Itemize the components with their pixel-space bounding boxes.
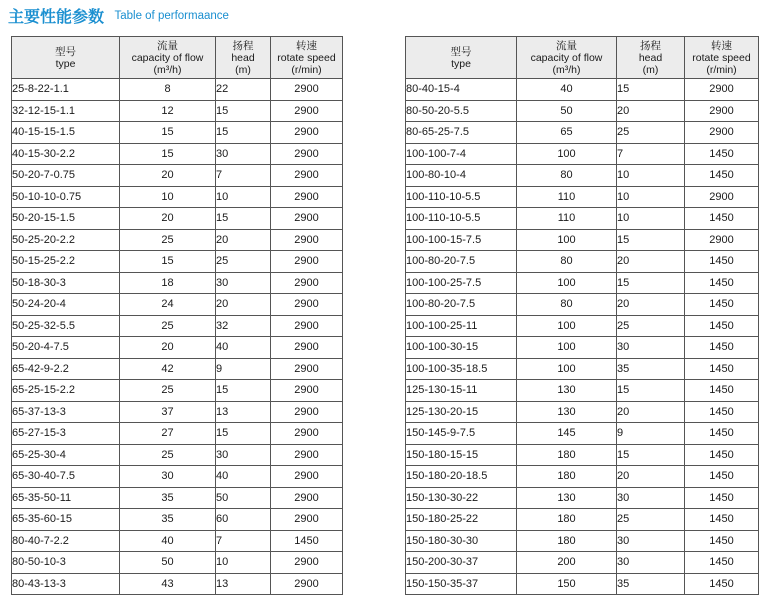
cell-flow: 15 xyxy=(120,122,216,144)
table-row xyxy=(12,358,343,380)
table-body-right xyxy=(406,79,759,595)
cell-flow: 180 xyxy=(517,530,617,552)
cell-flow: 130 xyxy=(517,380,617,402)
cell-speed: 1450 xyxy=(685,143,759,165)
cell-speed: 1450 xyxy=(685,552,759,574)
cell-speed: 1450 xyxy=(685,294,759,316)
table-row xyxy=(406,208,759,230)
cell-speed: 2900 xyxy=(271,272,343,294)
header-row xyxy=(12,37,343,79)
cell-flow: 100 xyxy=(517,358,617,380)
header-speed: 转速 rotate speed (r/min) xyxy=(271,37,343,79)
cell-type: 100-100-35-18.5 xyxy=(406,358,517,380)
cell-speed: 1450 xyxy=(685,272,759,294)
cell-head: 30 xyxy=(216,272,271,294)
cell-type: 50-18-30-3 xyxy=(12,272,120,294)
cell-flow: 100 xyxy=(517,143,617,165)
cell-speed: 1450 xyxy=(685,530,759,552)
cell-type: 65-35-50-11 xyxy=(12,487,120,509)
header-speed: 转速 rotate speed (r/min) xyxy=(685,37,759,79)
cell-head: 13 xyxy=(216,401,271,423)
cell-speed: 2900 xyxy=(271,552,343,574)
cell-flow: 100 xyxy=(517,229,617,251)
cell-head: 15 xyxy=(216,208,271,230)
cell-speed: 2900 xyxy=(271,165,343,187)
table-row xyxy=(406,315,759,337)
table-row xyxy=(12,208,343,230)
cell-flow: 80 xyxy=(517,251,617,273)
header-flow: 流量 capacity of flow (m³/h) xyxy=(517,37,617,79)
cell-head: 13 xyxy=(216,573,271,595)
table-row xyxy=(406,122,759,144)
cell-type: 150-180-20-18.5 xyxy=(406,466,517,488)
cell-flow: 110 xyxy=(517,186,617,208)
cell-flow: 25 xyxy=(120,444,216,466)
table-row xyxy=(12,315,343,337)
cell-speed: 2900 xyxy=(271,401,343,423)
cell-flow: 80 xyxy=(517,165,617,187)
table-row xyxy=(12,509,343,531)
cell-speed: 1450 xyxy=(685,251,759,273)
cell-flow: 50 xyxy=(517,100,617,122)
cell-speed: 2900 xyxy=(271,358,343,380)
cell-type: 100-80-10-4 xyxy=(406,165,517,187)
cell-head: 30 xyxy=(216,444,271,466)
cell-speed: 1450 xyxy=(685,573,759,595)
cell-speed: 2900 xyxy=(271,337,343,359)
table-row xyxy=(406,358,759,380)
cell-head: 20 xyxy=(617,100,685,122)
cell-speed: 1450 xyxy=(685,487,759,509)
header-flow: 流量 capacity of flow (m³/h) xyxy=(120,37,216,79)
header-type: 型号 type xyxy=(12,37,120,79)
cell-head: 15 xyxy=(617,380,685,402)
cell-speed: 2900 xyxy=(271,251,343,273)
header-head: 扬程 head (m) xyxy=(216,37,271,79)
cell-head: 15 xyxy=(617,272,685,294)
cell-flow: 20 xyxy=(120,208,216,230)
cell-flow: 37 xyxy=(120,401,216,423)
cell-type: 100-100-7-4 xyxy=(406,143,517,165)
cell-speed: 2900 xyxy=(271,466,343,488)
cell-type: 65-35-60-15 xyxy=(12,509,120,531)
cell-type: 40-15-30-2.2 xyxy=(12,143,120,165)
cell-head: 7 xyxy=(216,165,271,187)
cell-type: 150-180-25-22 xyxy=(406,509,517,531)
cell-head: 32 xyxy=(216,315,271,337)
cell-type: 100-100-15-7.5 xyxy=(406,229,517,251)
cell-head: 20 xyxy=(216,229,271,251)
cell-type: 150-145-9-7.5 xyxy=(406,423,517,445)
cell-flow: 18 xyxy=(120,272,216,294)
cell-speed: 2900 xyxy=(685,122,759,144)
cell-flow: 27 xyxy=(120,423,216,445)
cell-type: 100-110-10-5.5 xyxy=(406,186,517,208)
cell-speed: 2900 xyxy=(685,229,759,251)
cell-type: 80-43-13-3 xyxy=(12,573,120,595)
cell-speed: 2900 xyxy=(271,208,343,230)
table-row xyxy=(406,165,759,187)
table-row xyxy=(406,487,759,509)
cell-speed: 1450 xyxy=(685,337,759,359)
cell-head: 35 xyxy=(617,573,685,595)
table-row xyxy=(406,186,759,208)
cell-speed: 2900 xyxy=(271,315,343,337)
cell-head: 40 xyxy=(216,337,271,359)
table-row xyxy=(406,401,759,423)
cell-speed: 1450 xyxy=(685,466,759,488)
cell-head: 25 xyxy=(617,122,685,144)
table-row xyxy=(12,272,343,294)
cell-head: 20 xyxy=(617,466,685,488)
cell-head: 30 xyxy=(617,487,685,509)
header-type: 型号 type xyxy=(406,37,517,79)
cell-flow: 100 xyxy=(517,272,617,294)
table-row xyxy=(12,401,343,423)
cell-type: 65-25-30-4 xyxy=(12,444,120,466)
cell-head: 15 xyxy=(617,229,685,251)
cell-type: 150-150-35-37 xyxy=(406,573,517,595)
cell-head: 7 xyxy=(617,143,685,165)
cell-flow: 180 xyxy=(517,466,617,488)
cell-flow: 30 xyxy=(120,466,216,488)
table-row xyxy=(12,423,343,445)
cell-flow: 40 xyxy=(120,530,216,552)
table-row xyxy=(12,573,343,595)
cell-head: 10 xyxy=(617,208,685,230)
cell-flow: 180 xyxy=(517,444,617,466)
cell-type: 80-40-7-2.2 xyxy=(12,530,120,552)
table-row xyxy=(12,122,343,144)
cell-speed: 2900 xyxy=(685,79,759,101)
table-row xyxy=(406,272,759,294)
cell-type: 100-80-20-7.5 xyxy=(406,294,517,316)
cell-type: 150-200-30-37 xyxy=(406,552,517,574)
cell-flow: 12 xyxy=(120,100,216,122)
cell-head: 25 xyxy=(617,315,685,337)
cell-type: 150-180-15-15 xyxy=(406,444,517,466)
cell-head: 30 xyxy=(216,143,271,165)
cell-speed: 1450 xyxy=(685,358,759,380)
cell-type: 50-20-15-1.5 xyxy=(12,208,120,230)
table-row xyxy=(406,423,759,445)
cell-speed: 2900 xyxy=(271,509,343,531)
cell-head: 9 xyxy=(617,423,685,445)
cell-flow: 24 xyxy=(120,294,216,316)
title-english: Table of performaance xyxy=(114,9,229,22)
cell-head: 50 xyxy=(216,487,271,509)
table-row xyxy=(406,294,759,316)
cell-head: 9 xyxy=(216,358,271,380)
cell-speed: 2900 xyxy=(271,380,343,402)
cell-type: 50-10-10-0.75 xyxy=(12,186,120,208)
cell-speed: 1450 xyxy=(685,380,759,402)
cell-type: 50-25-32-5.5 xyxy=(12,315,120,337)
cell-head: 40 xyxy=(216,466,271,488)
cell-flow: 25 xyxy=(120,380,216,402)
cell-flow: 15 xyxy=(120,251,216,273)
table-row xyxy=(406,466,759,488)
table-row xyxy=(12,466,343,488)
cell-speed: 1450 xyxy=(271,530,343,552)
cell-flow: 25 xyxy=(120,315,216,337)
cell-flow: 80 xyxy=(517,294,617,316)
cell-head: 15 xyxy=(216,423,271,445)
cell-head: 10 xyxy=(216,186,271,208)
table-row xyxy=(12,229,343,251)
cell-speed: 2900 xyxy=(271,100,343,122)
cell-head: 15 xyxy=(216,122,271,144)
cell-speed: 2900 xyxy=(271,423,343,445)
cell-speed: 1450 xyxy=(685,315,759,337)
cell-head: 20 xyxy=(617,401,685,423)
cell-head: 35 xyxy=(617,358,685,380)
cell-flow: 65 xyxy=(517,122,617,144)
cell-type: 65-25-15-2.2 xyxy=(12,380,120,402)
cell-speed: 1450 xyxy=(685,509,759,531)
cell-type: 80-50-20-5.5 xyxy=(406,100,517,122)
cell-type: 125-130-20-15 xyxy=(406,401,517,423)
cell-speed: 2900 xyxy=(271,79,343,101)
cell-flow: 110 xyxy=(517,208,617,230)
table-row xyxy=(406,100,759,122)
table-row xyxy=(406,380,759,402)
title-chinese: 主要性能参数 xyxy=(8,7,105,26)
cell-speed: 2900 xyxy=(271,229,343,251)
table-row xyxy=(12,530,343,552)
cell-flow: 100 xyxy=(517,337,617,359)
cell-flow: 200 xyxy=(517,552,617,574)
cell-speed: 2900 xyxy=(685,100,759,122)
cell-speed: 2900 xyxy=(271,294,343,316)
cell-speed: 2900 xyxy=(685,186,759,208)
cell-speed: 1450 xyxy=(685,444,759,466)
cell-head: 22 xyxy=(216,79,271,101)
cell-type: 100-100-30-15 xyxy=(406,337,517,359)
table-row xyxy=(406,444,759,466)
cell-type: 25-8-22-1.1 xyxy=(12,79,120,101)
cell-flow: 150 xyxy=(517,573,617,595)
performance-table-right xyxy=(405,36,759,595)
cell-type: 50-24-20-4 xyxy=(12,294,120,316)
cell-speed: 1450 xyxy=(685,423,759,445)
cell-head: 25 xyxy=(617,509,685,531)
cell-type: 80-65-25-7.5 xyxy=(406,122,517,144)
table-row xyxy=(406,337,759,359)
header-row xyxy=(406,37,759,79)
table-row xyxy=(12,294,343,316)
cell-type: 125-130-15-11 xyxy=(406,380,517,402)
cell-type: 100-100-25-11 xyxy=(406,315,517,337)
table-row xyxy=(12,487,343,509)
cell-flow: 130 xyxy=(517,487,617,509)
cell-flow: 130 xyxy=(517,401,617,423)
table-row xyxy=(12,165,343,187)
table-row xyxy=(406,251,759,273)
cell-type: 65-27-15-3 xyxy=(12,423,120,445)
table-row xyxy=(12,380,343,402)
table-row xyxy=(406,229,759,251)
cell-type: 32-12-15-1.1 xyxy=(12,100,120,122)
table-row xyxy=(406,79,759,101)
cell-flow: 50 xyxy=(120,552,216,574)
cell-flow: 35 xyxy=(120,509,216,531)
cell-type: 65-42-9-2.2 xyxy=(12,358,120,380)
table-row xyxy=(12,79,343,101)
cell-head: 10 xyxy=(216,552,271,574)
cell-flow: 8 xyxy=(120,79,216,101)
cell-head: 20 xyxy=(617,294,685,316)
table-row xyxy=(12,337,343,359)
page-title xyxy=(8,4,229,28)
cell-speed: 2900 xyxy=(271,573,343,595)
table-row xyxy=(406,143,759,165)
table-row xyxy=(406,552,759,574)
cell-head: 15 xyxy=(216,380,271,402)
cell-type: 65-37-13-3 xyxy=(12,401,120,423)
cell-head: 25 xyxy=(216,251,271,273)
cell-type: 40-15-15-1.5 xyxy=(12,122,120,144)
cell-flow: 145 xyxy=(517,423,617,445)
cell-speed: 1450 xyxy=(685,165,759,187)
cell-head: 30 xyxy=(617,337,685,359)
header-head: 扬程 head (m) xyxy=(617,37,685,79)
cell-head: 30 xyxy=(617,530,685,552)
cell-speed: 1450 xyxy=(685,208,759,230)
cell-flow: 42 xyxy=(120,358,216,380)
cell-head: 15 xyxy=(617,444,685,466)
cell-type: 65-30-40-7.5 xyxy=(12,466,120,488)
cell-type: 50-15-25-2.2 xyxy=(12,251,120,273)
table-body-left xyxy=(12,79,343,595)
table-row xyxy=(12,143,343,165)
performance-table-left xyxy=(11,36,343,595)
cell-head: 7 xyxy=(216,530,271,552)
table-row xyxy=(406,509,759,531)
cell-head: 60 xyxy=(216,509,271,531)
cell-flow: 180 xyxy=(517,509,617,531)
cell-flow: 15 xyxy=(120,143,216,165)
cell-flow: 43 xyxy=(120,573,216,595)
cell-flow: 25 xyxy=(120,229,216,251)
table-row xyxy=(12,251,343,273)
table-row xyxy=(406,573,759,595)
cell-speed: 2900 xyxy=(271,143,343,165)
cell-type: 150-180-30-30 xyxy=(406,530,517,552)
cell-head: 15 xyxy=(617,79,685,101)
cell-speed: 2900 xyxy=(271,122,343,144)
cell-type: 100-80-20-7.5 xyxy=(406,251,517,273)
table-row xyxy=(12,444,343,466)
cell-speed: 2900 xyxy=(271,444,343,466)
cell-type: 100-110-10-5.5 xyxy=(406,208,517,230)
cell-type: 80-40-15-4 xyxy=(406,79,517,101)
cell-flow: 35 xyxy=(120,487,216,509)
cell-type: 150-130-30-22 xyxy=(406,487,517,509)
cell-flow: 40 xyxy=(517,79,617,101)
cell-type: 50-20-7-0.75 xyxy=(12,165,120,187)
cell-type: 50-20-4-7.5 xyxy=(12,337,120,359)
table-row xyxy=(406,530,759,552)
cell-head: 20 xyxy=(617,251,685,273)
cell-type: 50-25-20-2.2 xyxy=(12,229,120,251)
cell-head: 20 xyxy=(216,294,271,316)
cell-speed: 2900 xyxy=(271,487,343,509)
cell-type: 100-100-25-7.5 xyxy=(406,272,517,294)
cell-head: 10 xyxy=(617,186,685,208)
cell-speed: 1450 xyxy=(685,401,759,423)
cell-head: 30 xyxy=(617,552,685,574)
cell-head: 10 xyxy=(617,165,685,187)
table-row xyxy=(12,186,343,208)
cell-head: 15 xyxy=(216,100,271,122)
cell-flow: 100 xyxy=(517,315,617,337)
table-row xyxy=(12,552,343,574)
cell-flow: 20 xyxy=(120,337,216,359)
cell-flow: 20 xyxy=(120,165,216,187)
cell-type: 80-50-10-3 xyxy=(12,552,120,574)
cell-flow: 10 xyxy=(120,186,216,208)
cell-speed: 2900 xyxy=(271,186,343,208)
table-row xyxy=(12,100,343,122)
